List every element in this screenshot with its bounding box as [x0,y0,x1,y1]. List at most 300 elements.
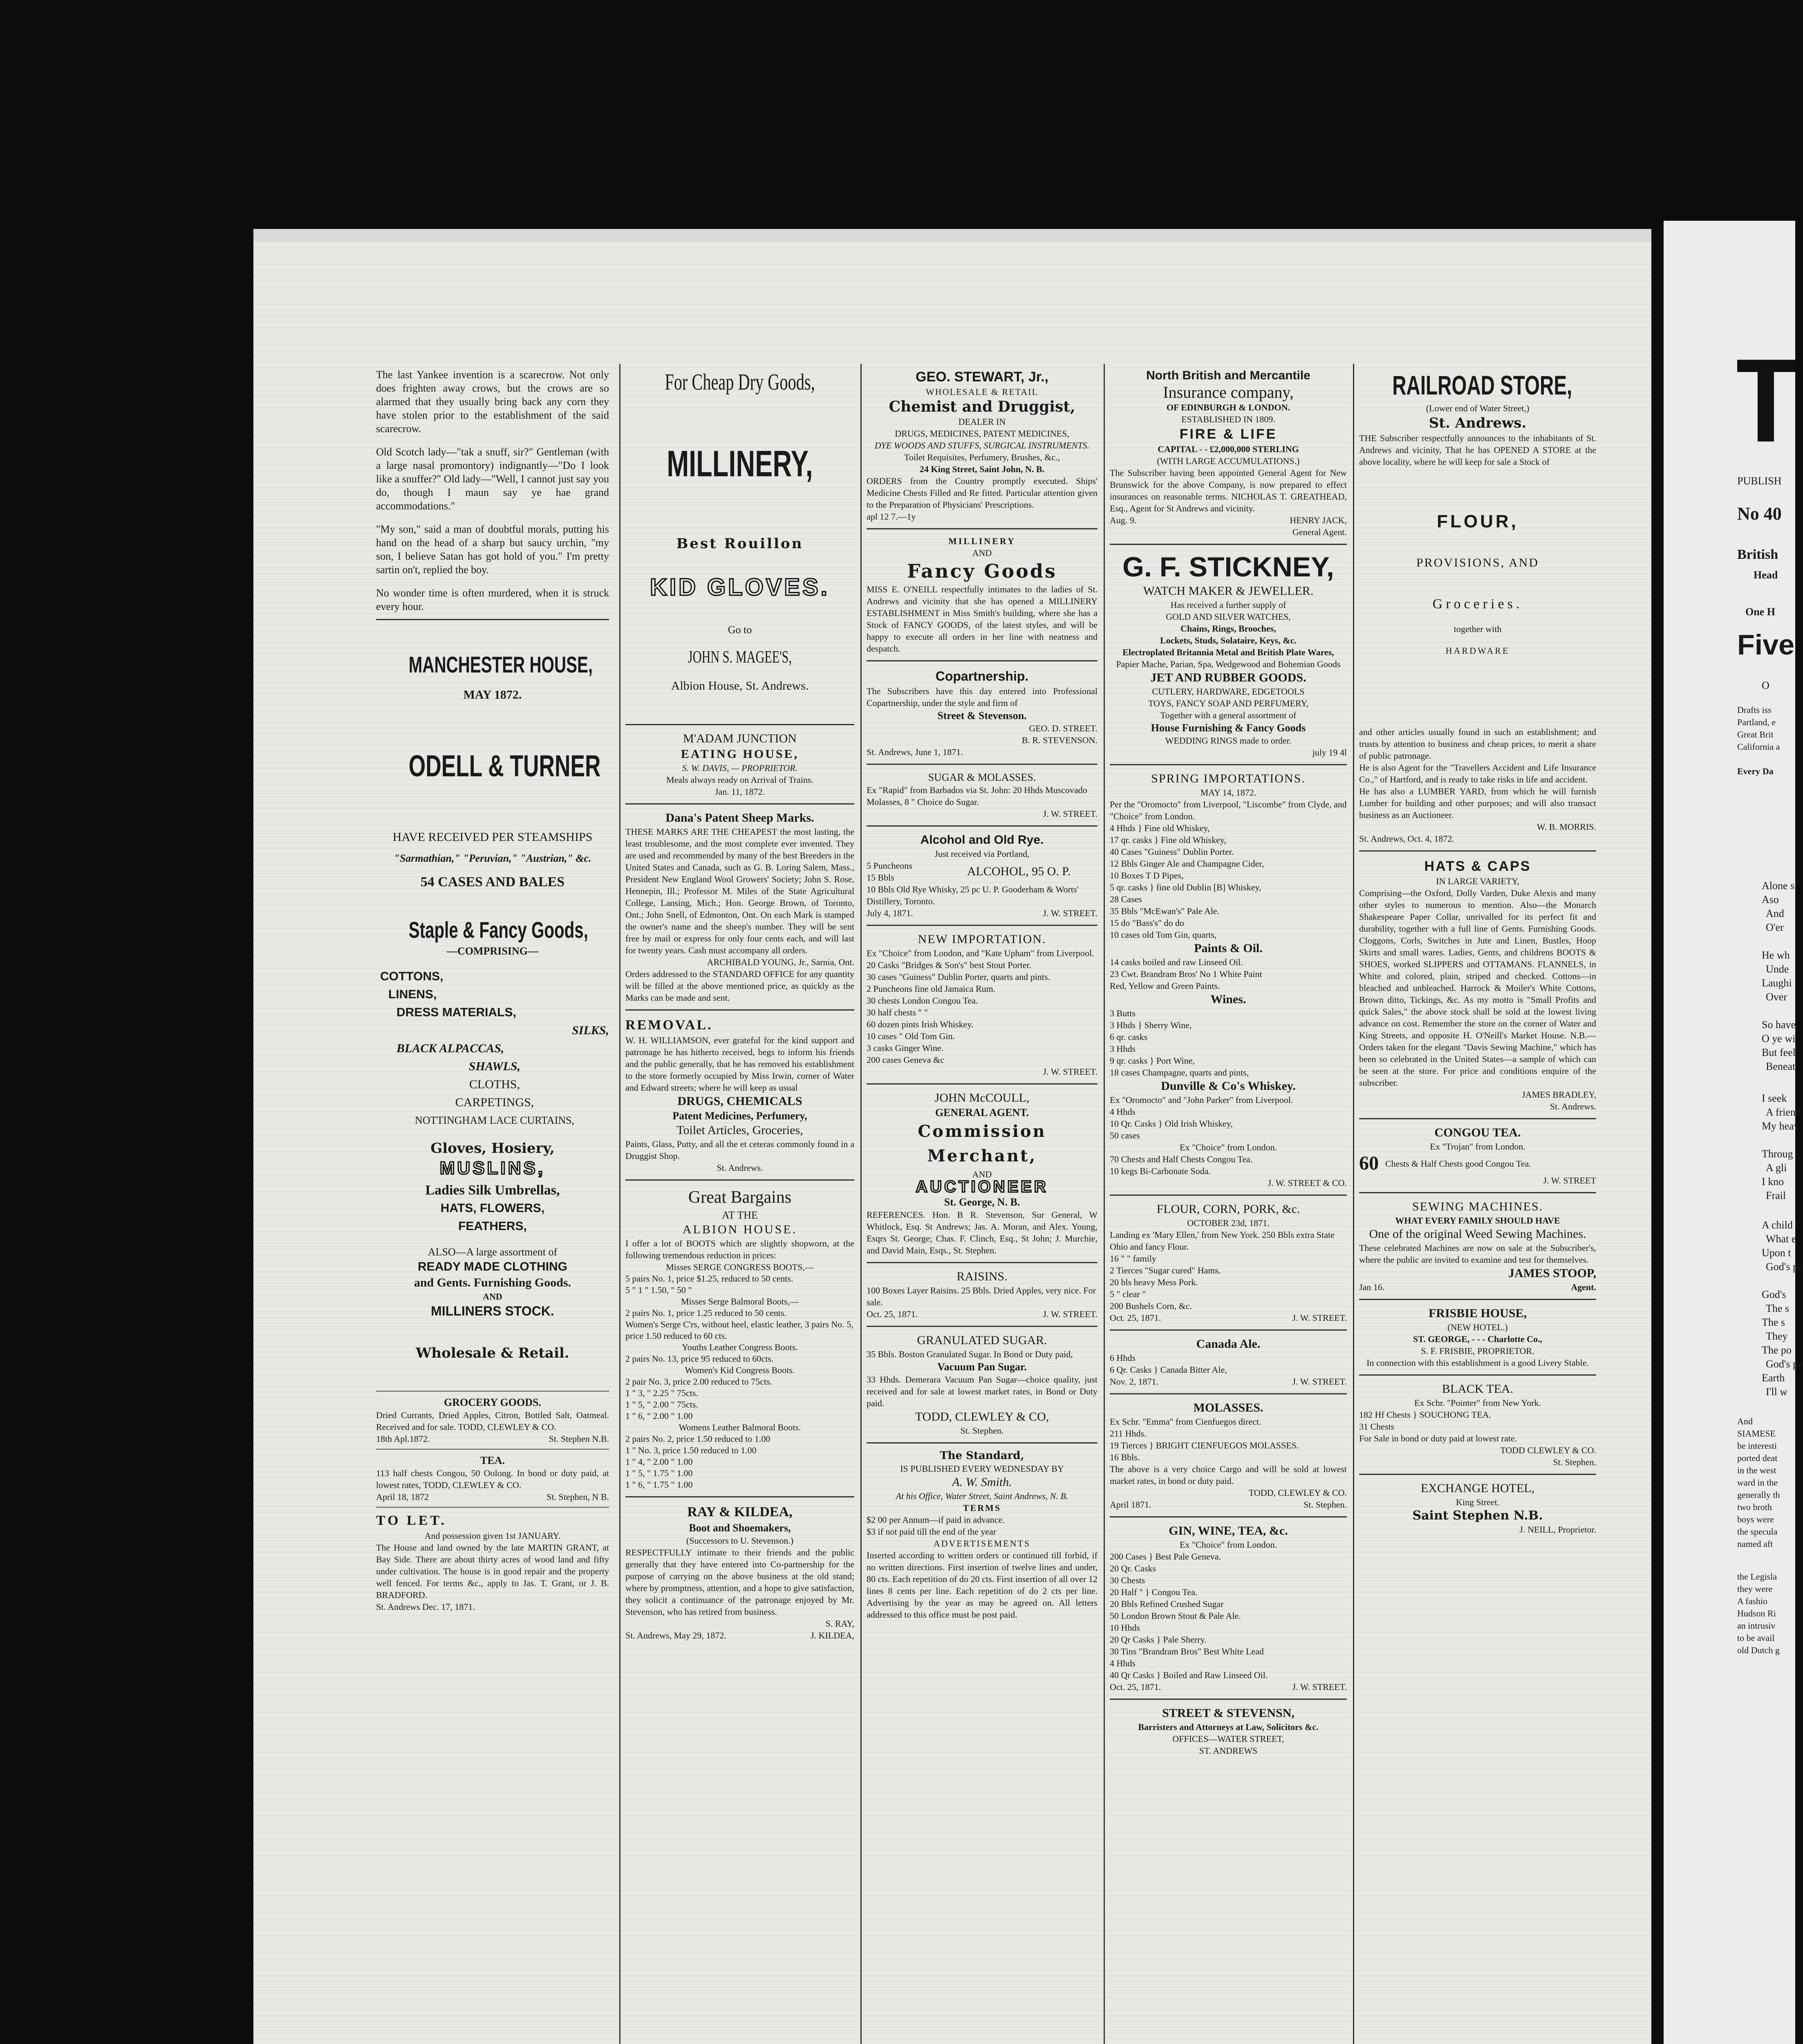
comprising: —COMPRISING— [447,945,538,957]
chemist-druggist: Chemist and Druggist, [889,398,1075,415]
black-tea-sale: For Sale in bond or duty paid at lowest rate. [1359,1433,1517,1443]
irish-row: 4 Hhds [1110,1107,1136,1117]
railroad-agent: He is also Agent for the "Travellers Accident and Life Insurance Co.," of Hartford, and is ready to take risks in life and accident. [1359,762,1596,784]
black-tea-list [1359,1409,1596,1432]
gin-row: 200 Cases } Best Pale Geneva. [1110,1551,1221,1562]
wholesale-retail: Wholesale & Retail. [416,1345,569,1361]
every-family: WHAT EVERY FAMILY SHOULD HAVE [1395,1215,1560,1226]
time-paragraph: No wonder time is often murdered, when it is struck every hour. [376,587,609,612]
stewart-orders: ORDERS from the Country promptly executed. Ships' Medicine Chests Filled and Re fitted. Particular attention given to the Preparation of Physicians' Prescriptions. [867,476,1097,510]
magee-name: JOHN S. MAGEE'S, [688,648,792,667]
albion-house: Albion House, St. Andrews. [671,679,809,693]
fragment-line: O ye wi [1762,1033,1796,1044]
mccoull-name: JOHN McCOULL, [934,1091,1030,1105]
black-tea-row: 182 Hf Chests } SOUCHONG TEA. [1359,1410,1492,1420]
boots-row: 1 " 5, " 2.00 " 75cts. [625,1399,698,1410]
fragment-line: Frail [1766,1190,1786,1201]
congou-count: 60 [1359,1152,1379,1174]
fragment-line: Every Da [1737,766,1774,776]
irish-list [1110,1106,1347,1141]
references: REFERENCES. Hon. B R. Stevenson, Sur General, W Whitlock, Esq. St Andrews; Jas. A. Moran, and Alex. Young, Esqrs St. George; Chas. F. Clinch, Esq., St John; J. Murchie, and David Main, Esqs., St. Stephen. [867,1210,1097,1255]
gin-row: 20 Half " } Congou Tea. [1110,1587,1198,1597]
column-rule [619,364,620,2044]
railroad-store: RAILROAD STORE, [1392,370,1572,400]
choice-body: Ex "Choice" from London. [1180,1142,1277,1152]
dana-body: THESE MARKS ARE THE CHEAPEST the most lasting, the least troublesome, and the most complete ever invented. They are used and recommended by many of the best Breeders in the United States and Canada, such as G. B. Loring Salem, Mass., President New England Wool Growers' Society; John S. Rose, Hennepin, Ill.; Professor M. Miles of the State Agricultural College, Lansing, Mich.; Hon. George Brown, of Toronto, Ont.; John Snell, of Edmonton, Ont. On each Mark is stamped the owner's name and the sheep's number. They will be sent free by mail or express for only four cents each, and will last for twenty years. Cash must accompany all orders. [625,827,854,955]
together-assortment: Together with a general assortment of [1160,710,1297,720]
north-british: North British and Mercantile [1146,369,1310,382]
choice-row: 70 Chests and Half Chests Congou Tea. [1110,1154,1253,1164]
manchester-date: MAY 1872. [463,688,522,702]
ale-row: 6 Qr. Casks } Canada Bitter Ale, [1110,1365,1227,1375]
accumulations: (WITH LARGE ACCUMULATIONS.) [1157,456,1300,466]
dana-signature: ARCHIBALD YOUNG, Jr., Sarnia, Ont. [707,957,854,967]
gin-signature: J. W. STREET. [1292,1682,1347,1692]
morris-date: St. Andrews, Oct. 4, 1872. [1359,834,1454,844]
lockets-studs: Lockets, Studs, Solataire, Keys, &c. [1160,635,1297,645]
hats-caps: HATS & CAPS [1424,858,1531,874]
boots-row: 2 pairs No. 1, price 1.25 reduced to 50 cents. [625,1308,787,1318]
fragment-line: The s [1766,1302,1790,1314]
also-line: ALSO—A large assortment of [428,1246,558,1258]
fragment-line: Upon t [1762,1247,1791,1259]
fragment-line: God's [1762,1289,1786,1300]
fragment-line: They [1766,1330,1788,1342]
ale-row: 6 Hhds [1110,1353,1136,1363]
large-variety: IN LARGE VARIETY, [1436,876,1519,886]
canada-ale: Canada Ale. [1196,1337,1261,1351]
flour-list [1110,1253,1347,1312]
smith-name: A. W. Smith. [952,1475,1012,1489]
cottons: COTTONS, [380,970,443,983]
spring-body: Per the "Oromocto" from Liverpool, "Liscombe" from Clyde, and "Choice" from London. [1110,799,1347,821]
frisbie-house: FRISBIE HOUSE, [1428,1307,1527,1320]
commission-merchant: Commission Merchant, [918,1122,1046,1165]
right-column-text [1664,221,1803,2044]
silks: SILKS, [572,1024,609,1037]
boots-row: Women's Serge C'rs, without heel, elastic leather, 3 pairs No. 5, price 1.50 reduced to 60 cts. [625,1319,853,1341]
alcohol-row: 5 Puncheons [867,861,912,871]
ray-body: RESPECTFULLY intimate to their friends and the public generally that they have entered into Co-partnership for the purpose of carrying on the above business at the old stand; where by promptness, attention, and a hope to give satisfaction, they solicit a continuance of the patronage enjoyed by Mr. Stevenson, who has retired from business. [625,1547,854,1617]
alcohol-sub: Just received via Portland, [934,849,1030,859]
spring-row: 28 Cases [1110,894,1142,904]
flour-row: 16 " " family [1110,1253,1156,1264]
terms-label: TERMS [963,1503,1001,1513]
fragment-line: Aso [1762,894,1779,905]
stewart-date: apl 12 7.—1y [867,511,916,522]
paint-row: Red, Yellow and Green Paints. [1110,981,1220,991]
standard-title: The Standard, [940,1450,1024,1462]
new-hotel: (NEW HOTEL.) [1447,1322,1508,1332]
fragment-line: Partland, e [1737,717,1776,727]
fragment-line: ported deat [1737,1453,1778,1463]
import-row: 200 cases Geneva &c [867,1055,944,1065]
go-to: Go to [728,624,752,636]
groceries: Groceries. [1432,596,1523,612]
flour-signature: J. W. STREET. [1292,1313,1347,1323]
frisbie-proprietor: S. F. FRISBIE, PROPRIETOR. [1421,1346,1534,1356]
ray-date: St. Andrews, May 29, 1872. [625,1630,726,1641]
cutlery: CUTLERY, HARDWARE, EDGETOOLS [1152,686,1305,697]
meals-date: Jan. 11, 1872. [714,787,765,797]
fancy-goods: Fancy Goods [907,560,1057,582]
kid-gloves: KID GLOVES. [650,574,830,601]
alcohol-brace: ALCOHOL, 95 O. P. [967,865,1071,878]
alcohol-signature: J. W. STREET. [1043,908,1097,918]
import-body: Ex "Choice" from London, and "Kate Upham" from Liverpool. [867,948,1094,958]
successors: (Successors to U. Stevenson.) [686,1535,794,1546]
copartner-1: GEO. D. STREET. [1029,723,1097,733]
agent-body: The Subscriber having been appointed General Agent for New Brunswick for the above Company, is now prepared to effect insurances on reasonable terms. NICHOLAS T. GREATHEAD, Esq., Agent for St Andrews and vicinity. [1110,468,1347,513]
removal-title: REMOVAL. [625,1018,713,1033]
fragment-line: So have [1762,1019,1796,1031]
st-andrews-heading: St. Andrews. [1429,415,1527,431]
fragment-line: I kno [1762,1176,1784,1188]
choice-signature: J. W. STREET & CO. [1268,1178,1347,1188]
wine-row: 18 cases Champagne, quarts and pints, [1110,1067,1249,1078]
molasses-signature: TODD, CLEWLEY & CO. [1248,1488,1347,1498]
street-stevenson: STREET & STEVENSN, [1162,1706,1295,1720]
gloves-hosiery: Gloves, Hosiery, [430,1140,555,1156]
fragment-line: A fashio [1737,1596,1767,1606]
column-rule [1104,364,1105,2044]
fragment-line: California a [1737,742,1780,752]
black-tea-place: St. Stephen. [1553,1457,1596,1467]
ray-signature-2: J. KILDEA, [811,1630,854,1641]
cases-line: 54 CASES AND BALES [420,874,565,890]
copartnership-firm: Street & Stevenson. [937,710,1027,722]
newspaper-page [253,241,1651,2044]
wedding-date: july 19 4l [1312,747,1347,758]
tolet-sub: And possession given 1st JANUARY. [424,1531,561,1541]
todd-clewley: TODD, CLEWLEY & CO, [915,1410,1049,1423]
copartnership-title: Copartnership. [935,669,1029,684]
exchange-hotel: EXCHANGE HOTEL, [1420,1481,1535,1495]
eating-house: EATING HOUSE, [681,747,799,761]
dye-woods: DYE WOODS AND STUFFS, SURGICAL INSTRUMENTS. [874,440,1090,450]
cloths: CLOTHS, [469,1078,520,1091]
spring-row: 5 qr. casks } fine old Dublin [B] Whiskey, [1110,882,1261,892]
drugs-medicines: DRUGS, MEDICINES, PATENT MEDICINES, [895,428,1069,439]
umbrellas: Ladies Silk Umbrellas, [425,1183,560,1198]
electroplated: Electroplated Britannia Metal and British Plate Wares, [1122,647,1334,657]
fragment-line: Alone s [1762,880,1795,892]
railroad-opened: THE Subscriber respectfully announces to the inhabitants of St. Andrews and vicinity, That he has OPENED A STORE at the above locality, where he will keep for sale a Stock of [1359,433,1596,467]
sugar-title: SUGAR & MOLASSES. [928,771,1036,783]
paint-row: 14 casks boiled and raw Linseed Oil. [1110,957,1243,967]
import-row: 3 casks Ginger Wine. [867,1043,944,1053]
spring-row: 10 cases old Tom Gin, quarts, [1110,930,1217,940]
dana-title: Dana's Patent Sheep Marks. [665,811,814,825]
ads-body: Inserted according to written orders or continued till forbid, if no written directions. First insertion of twelve lines and under, 80 cts. Each repetition of do 20 cts. First insertion of all over 12 lines 8 cents per line. Each repetition of do 2 cts per line. Advertising by the year as may be agreed on. All letters addressed to this office must be post paid. [867,1550,1097,1620]
fragment-line: to be avail [1737,1633,1775,1643]
ships-line: "Sarmathian," "Peruvian," "Austrian," &c. [394,852,591,864]
tea-body: 113 half chests Congou, 50 Oolong. In bond or duty paid, at lowest rates, TODD, CLEWLEY & CO. [376,1468,609,1490]
boots-row: 1 " 6, " 2.00 " 1.00 [625,1411,693,1421]
toilet-articles: Toilet Articles, Groceries, [676,1123,803,1137]
fragment-line: A friend [1766,1106,1801,1118]
tea-date: April 18, 1872 [376,1492,429,1502]
papier-mache: Papier Mache, Parian, Spa, Wedgewood and Bohemian Goods [1116,659,1341,669]
satan-paragraph: "My son," said a man of doubtful morals, putting his hand on the head of a sharp but saucy urchin, "my son, I believe Satan has got hold of you." I'm pretty sartin on't, replied the boy. [376,523,609,576]
albion-house-2: ALBION HOUSE. [682,1223,797,1236]
feathers: FEATHERS, [458,1219,527,1233]
insurance-company: Insurance company, [1163,383,1294,401]
bradley-place: St. Andrews. [1550,1101,1596,1112]
flour-row: 20 bls heavy Mess Pork. [1110,1277,1198,1287]
boots-row: 1 " 5, " 1.75 " 1.00 [625,1468,693,1478]
wholesale-retail: WHOLESALE & RETAIL [926,387,1038,397]
fragment-line: in the west [1737,1465,1776,1475]
import-row: 30 cases "Guiness" Dublin Porter, quarts and pints. [867,972,1050,982]
fragment-line: Great Brit [1737,729,1774,740]
toys: TOYS, FANCY SOAP AND PERFUMERY, [1148,698,1309,708]
congou-title: CONGOU TEA. [1434,1126,1521,1139]
boots-row: Misses Serge Balmoral Boots,— [681,1296,799,1307]
snuff-paragraph: Old Scotch lady—"tak a snuff, sir?" Gentleman (with a large nasal promontory) indignantly—"Do I look like a snuffer?" Old lady—"Well, I cannot just say you do, though I maun say ye hae grand accommodations." [376,446,609,512]
molasses-date: April 1871. [1110,1499,1151,1510]
railroad-lumber: He has also a LUMBER YARD, from which he will furnish Lumber for building and other purposes; and will also transact business as an Auctioneer. [1359,786,1596,820]
fragment-line: And [1766,908,1784,919]
barristers: Barristers and Attorneys at Law, Solicitors &c. [1138,1722,1319,1732]
irish-row: 50 cases [1110,1130,1140,1141]
removal-body: W. H. WILLIAMSON, ever grateful for the kind support and patronage he has hitherto received, begs to inform his friends and the public generally, that he has removed his establishment to the store formerly occupied by Miss Irwin, corner of Water and Edward streets; where he will keep as usual [625,1035,854,1093]
congou-signature: J. W. STREET [1543,1175,1596,1186]
fragment-line: the Legisla [1737,1571,1777,1582]
published-line: IS PUBLISHED EVERY WEDNESDAY BY [900,1464,1064,1474]
house-furnishing: House Furnishing & Fancy Goods [1151,722,1306,734]
fragment-line: One H [1745,606,1775,618]
neill-proprietor: J. NEILL, Proprietor. [1519,1524,1596,1535]
boot-shoemakers: Boot and Shoemakers, [689,1522,791,1534]
gin-title: GIN, WINE, TEA, &c. [1169,1524,1288,1537]
auctioneer: AUCTIONEER [916,1178,1048,1196]
morris-signature: W. B. MORRIS. [1536,822,1596,832]
wedding-rings: WEDDING RINGS made to order. [1165,735,1292,746]
choice-list [1110,1153,1347,1177]
grocery-title: GROCERY GOODS. [444,1396,541,1408]
boots-row: 2 pairs No. 2, price 1.50 reduced to 1.00 [625,1434,770,1444]
column-5 [1359,368,1596,2044]
boots-row: 2 pair No. 3, price 2.00 reduced to 75cts. [625,1376,773,1387]
best-rouillon: Best Rouillon [676,536,804,552]
fragment-line: the specula [1737,1526,1778,1537]
ads-label: ADVERTISEMENTS [933,1538,1031,1549]
fragment-line: SIAMESE [1737,1428,1776,1439]
dunville-title: Dunville & Co's Whiskey. [1161,1079,1296,1093]
price-line-2: $3 if not paid till the end of the year [867,1526,997,1537]
fragment-line: A gli [1766,1162,1787,1174]
wines-title: Wines. [1210,993,1246,1006]
fragment-line: two broth [1737,1502,1772,1512]
wine-row: 6 qr. casks [1110,1032,1148,1042]
millinery-headline: MILLINERY, [667,444,813,484]
molasses-body: Ex Schr. "Emma" from Cienfuegos direct. [1110,1416,1261,1427]
column-3 [867,368,1097,2044]
ray-kildea: RAY & KILDEA, [687,1504,793,1520]
todd-place: St. Stephen. [960,1425,1004,1436]
madam-junction: M'ADAM JUNCTION [683,732,797,745]
boots-row: 5 pairs No. 1, price $1.25, reduced to 50 cents. [625,1273,793,1284]
gin-row: 20 Qr Casks } Pale Sherry. [1110,1634,1207,1645]
raisins-signature: J. W. STREET. [1043,1309,1097,1319]
milliners-stock: MILLINERS STOCK. [431,1304,554,1318]
gin-row: 20 Bbls Refined Crushed Sugar [1110,1599,1224,1609]
gin-row: 20 Qr. Casks [1110,1563,1156,1573]
stoop-name: JAMES STOOP, [1508,1266,1596,1280]
spring-row: 4 Hhds } Fine old Whiskey, [1110,823,1210,833]
fragment-line: I seek [1762,1092,1787,1104]
saint-stephen: Saint Stephen N.B. [1412,1508,1543,1523]
st-george-line: ST. GEORGE, - - - Charlotte Co., [1413,1334,1543,1344]
fragment-line: British [1737,547,1778,562]
fragment-line: ward in the [1737,1477,1778,1488]
copartnership-date: St. Andrews, June 1, 1871. [867,747,963,757]
fragment-line: Five [1737,629,1795,661]
fragment-line: The s [1762,1316,1785,1328]
hats-flowers: HATS, FLOWERS, [440,1201,545,1215]
meals-line: Meals always ready on Arrival of Trains. [666,775,813,785]
weed-body: These celebrated Machines are now on sale at the Subscriber's, where the public are invited to examine and test for themselves. [1359,1243,1596,1265]
fragment-line: be interesti [1737,1441,1777,1451]
tea-place: St. Stephen, N B. [546,1492,609,1502]
ale-list [1110,1352,1347,1376]
sugar-body: Ex "Rapid" from Barbados via St. John: 20 Hhds Muscovado Molasses, 8 " Choice do Sugar. [867,785,1087,807]
import-row: 60 dozen pints Irish Whiskey. [867,1019,974,1029]
gin-row: 40 Qr Casks } Boiled and Raw Linseed Oil. [1110,1670,1268,1680]
fragment-line: named aft [1737,1539,1773,1549]
general-agent: GENERAL AGENT. [935,1107,1029,1118]
received-line: HAVE RECEIVED PER STEAMSHIPS [392,830,593,844]
linens: LINENS, [388,988,437,1001]
granulated-body: 35 Bbls. Boston Granulated Sugar. In Bond or Duty paid, [867,1349,1073,1359]
carpetings: CARPETINGS, [455,1096,534,1109]
fragment-line: generally th [1737,1490,1780,1500]
fragment-line: O [1762,679,1769,691]
raisins-date: Oct. 25, 1871. [867,1309,918,1319]
column-rule [1353,364,1354,2044]
copartnership-body: The Subscribers have this day entered into Professional Copartnership, under the style and firm of [867,686,1097,708]
boots-row: Womens Leather Balmoral Boots. [679,1422,801,1432]
fire-life: FIRE & LIFE [1179,426,1277,442]
sewing-title: SEWING MACHINES. [1412,1200,1543,1213]
fragment-line: Beneat [1766,1060,1796,1072]
molasses-row: 16 Bbls. [1110,1452,1140,1462]
millinery-label: MILLINERY [948,536,1016,546]
great-bargains: Great Bargains [688,1188,792,1207]
boots-row: 1 " 3, " 2.25 " 75cts. [625,1388,698,1398]
fragment-line: God's pe [1766,1261,1803,1273]
gin-list [1110,1551,1347,1681]
spring-row: 15 do "Bass's" do do [1110,918,1185,928]
spring-row: 17 qr. casks } Fine old Whiskey, [1110,835,1226,845]
dealer-in: DEALER IN [958,417,1006,427]
edinburgh: OF EDINBURGH & LONDON. [1166,402,1290,412]
fragment-line: PUBLISH [1737,475,1782,487]
wine-list [1110,1007,1347,1078]
chains-rings: Chains, Rings, Brooches, [1180,623,1276,634]
spring-row: 40 Cases "Guiness" Dublin Porter. [1110,847,1234,857]
removal-place: St. Andrews. [717,1163,763,1173]
flour-date-2: Oct. 25, 1871. [1110,1313,1161,1323]
watch-maker: WATCH MAKER & JEWELLER. [1143,584,1314,598]
granulated-title: GRANULATED SUGAR. [917,1334,1047,1347]
raisins-title: RAISINS. [956,1270,1008,1283]
molasses-text: The above is a very choice Cargo and will be sold at lowest market rates, in bond or duty paid. [1110,1464,1347,1486]
fragment-line: The po [1762,1344,1792,1356]
gin-row: 30 Tins "Brandram Bros" Best White Lead [1110,1646,1264,1656]
fragment-line: Laughi [1762,977,1792,989]
toilet-requisites: Toilet Requisites, Perfumery, Brushes, &c., [904,452,1060,462]
congou-rows: Chests & Half Chests good Congou Tea. [1385,1158,1531,1169]
capital: CAPITAL - - £2,000,000 STERLING [1158,444,1299,454]
and-line: AND [483,1291,502,1302]
fragment-line: No 40 [1737,504,1782,524]
fragment-line: A child [1762,1219,1793,1231]
black-tea-row: 31 Chests [1359,1421,1395,1432]
spring-row: 12 Bbls Ginger Ale and Champagne Cider, [1110,858,1264,869]
old-rye: 10 Bbls Old Rye Whisky, 25 pc U. P. Gooderham & Worts' Distillery, Toronto. [867,884,1079,906]
fragment-line: Earth [1762,1372,1785,1384]
fragment-line: But feel [1762,1047,1796,1058]
fragment-line: What e [1766,1233,1796,1245]
dana-orders: Orders addressed to the STANDARD OFFICE for any quantity will be filled at the above mentioned price, as quickly as the Marks can be made and sent. [625,969,854,1003]
import-row: 30 half chests " " [867,1007,928,1018]
boots-row: 1 " No. 3, price 1.50 reduced to 1.00 [625,1445,757,1455]
at-the: AT THE [722,1209,758,1221]
fragment-line: Throug [1762,1148,1793,1160]
molasses-title: MOLASSES. [1193,1401,1263,1414]
molasses-row: 211 Hhds. [1110,1428,1147,1439]
import-row: 30 chests London Congou Tea. [867,995,978,1006]
choice-row: 10 kegs Bi-Carbonate Soda. [1110,1166,1211,1176]
boots-row: 1 " 6, " 1.75 " 1.00 [625,1479,693,1490]
boots-list [625,1273,854,1490]
wine-row: 3 Hhds [1110,1044,1136,1054]
agent-title: General Agent. [1292,527,1347,537]
fragment-line: an intrusiv [1737,1620,1776,1631]
dress-materials: DRESS MATERIALS, [396,1006,516,1019]
sugar-signature: J. W. STREET. [1043,809,1097,819]
davis-proprietor: S. W. DAVIS, — PROPRIETOR. [682,763,798,773]
flour-date: OCTOBER 23d, 1871. [1187,1218,1270,1228]
wine-row: 3 Butts [1110,1008,1136,1018]
and-label-2: AND [972,1169,992,1179]
together-with: together with [1454,624,1502,634]
vacuum-title: Vacuum Pan Sugar. [937,1361,1027,1373]
import-list [867,959,1097,1066]
tolet-date: St. Andrews Dec. 17, 1871. [376,1602,475,1612]
spring-date: MAY 14, 1872. [1200,787,1257,798]
fragment-line: My heav [1762,1120,1799,1132]
flour-row: 2 Tierces "Sugar cured" Hams. [1110,1265,1221,1275]
flour-row: 5 " clear " [1110,1289,1146,1299]
alcohol-row: 15 Bbls [867,872,894,883]
boots-row: Women's Kid Congress Boots. [685,1365,795,1375]
hats-body: Comprising—the Oxford, Dolly Varden, Duke Alexis and many other styles to numerous to mention. Also—the Monarch Shakespeare Paper Collar, unrivalled for its perfect fit and durability, together with a full line of Gents. Furnishing Goods. Cloggons, Corls, Switches in Jute and Linen, Bustles, Hoop Skirts and small wares. Ladies, Gents, and childrens BOOTS & SHOES, worked SLIPPERS and OTTAMANS. FLANNELS, in White and colored, plain, striped and checked. Cottons—in bleached and unbleached. Harrock & Moiler's White Cottons, Brown ditto, Tickings, &c. As my motto is "Small Profits and quick Sales," the above stock shall be sold at the lowest living advance on cost. Remember the store on the corner of Water and King Streets, and opposite H. O'Neill's Market House. N.B.—Orders taken for the elegant "Davis Sewing Machine," which has been so celebrated in the United States—a sample of which can be seen at the store. For price and conditions enquire of the subscriber. [1359,888,1596,1088]
wine-row: 3 Hhds } Sherry Wine, [1110,1020,1192,1030]
weed-machines: One of the original Weed Sewing Machines. [1369,1227,1586,1241]
hardware: HARDWARE [1445,645,1510,656]
tolet-title: TO LET. [376,1513,447,1528]
column-rule [860,364,862,2044]
st-george: St. George, N. B. [944,1196,1020,1208]
boots-row: 5 " 1 " 1.50, " 50 " [625,1285,692,1295]
boots-offer: I offer a lot of BOOTS which are slightly shopworn, at the following tremendous reduction in prices: [625,1238,854,1260]
fragment-line: Unde [1766,963,1789,975]
paint-list [1110,956,1347,992]
king-street-2: King Street. [1456,1497,1500,1507]
